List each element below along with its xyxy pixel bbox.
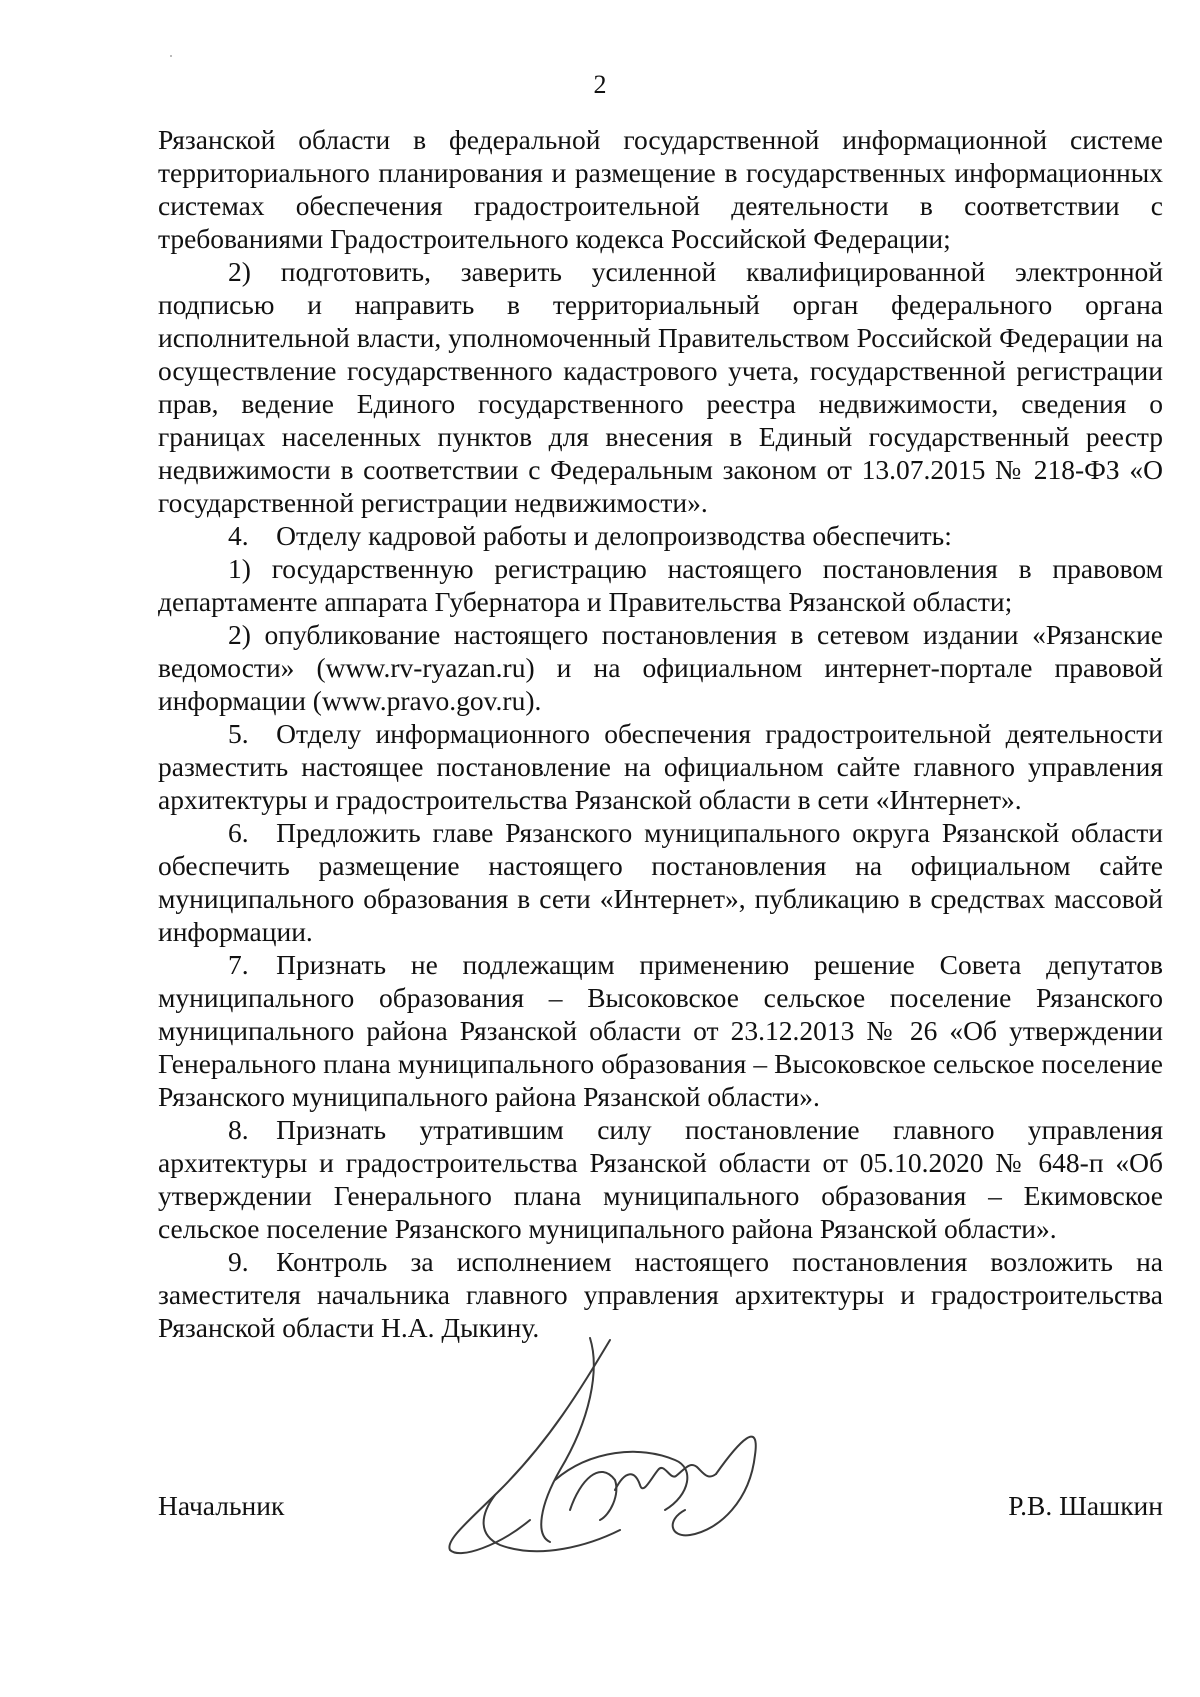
paragraph-continuation: Рязанской области в федеральной государственной информационной системе территориального планирования и размещение в государственных информационных системах обеспечения градостроительной деятельности в соответствии с требованиями Градостроительного кодекса Российской Федерации; <box>158 124 1163 254</box>
paragraph-point-9: 9. Контроль за исполнением настоящего постановления возложить на заместителя начальника главного управления архитектуры и градостроительства Рязанской области Н.А. Дыкину. <box>158 1246 1163 1343</box>
paragraph-point-4-item-1: 1) государственную регистрацию настоящего постановления в правовом департаменте аппарата Губернатора и Правительства Рязанской области; <box>158 553 1163 617</box>
paragraph-point-4-item-2: 2) опубликование настоящего постановления в сетевом издании «Рязанские ведомости» (www.rv-ryazan.ru) и на официальном интернет-портале правовой информации (www.pravo.gov.ru). <box>158 619 1163 716</box>
paragraph-point-6: 6. Предложить главе Рязанского муниципального округа Рязанской области обеспечить размещение настоящего постановления на официальном сайте муниципального образования в сети «Интернет», публикацию в средствах массовой информации. <box>158 817 1163 947</box>
document-body <box>158 123 1163 1344</box>
signature-block <box>158 1490 1163 1550</box>
paragraph-point-5: 5. Отделу информационного обеспечения градостроительной деятельности разместить настоящее постановление на официальном сайте главного управления архитектуры и градостроительства Рязанской области в сети «Интернет». <box>158 718 1163 815</box>
paragraph-point-4: 4. Отделу кадровой работы и делопроизводства обеспечить: <box>228 520 952 551</box>
page-number: 2 <box>593 70 607 99</box>
paragraph-point-7: 7. Признать не подлежащим применению решение Совета депутатов муниципального образования – Высоковское сельское поселение Рязанского муниципального района Рязанской области от 23.12.2013 № 26 «Об утверждении Генерального плана муниципального образования – Высоковское сельское поселение Рязанского муниципального района Рязанской области». <box>158 949 1163 1112</box>
signatory-name: Р.В. Шашкин <box>1008 1490 1163 1521</box>
paragraph-item-2: 2) подготовить, заверить усиленной квалифицированной электронной подписью и направить в территориальный орган федерального органа исполнительной власти, уполномоченный Правительством Российской Федерации на осуществление государственного кадастрового учета, государственной регистрации прав, ведение Единого государственного реестра недвижимости, сведения о границах населенных пунктов для внесения в Единый государственный реестр недвижимости в соответствии с Федеральным законом от 13.07.2015 № 218-ФЗ «О государственной регистрации недвижимости». <box>158 256 1163 518</box>
paragraph-point-8: 8. Признать утратившим силу постановление главного управления архитектуры и градостроительства Рязанской области от 05.10.2020 № 648-п «Об утверждении Генерального плана муниципального образования – Екимовское сельское поселение Рязанского муниципального района Рязанской области». <box>158 1114 1163 1244</box>
signatory-position: Начальник <box>158 1490 285 1521</box>
scan-artifact-dot <box>170 55 172 57</box>
